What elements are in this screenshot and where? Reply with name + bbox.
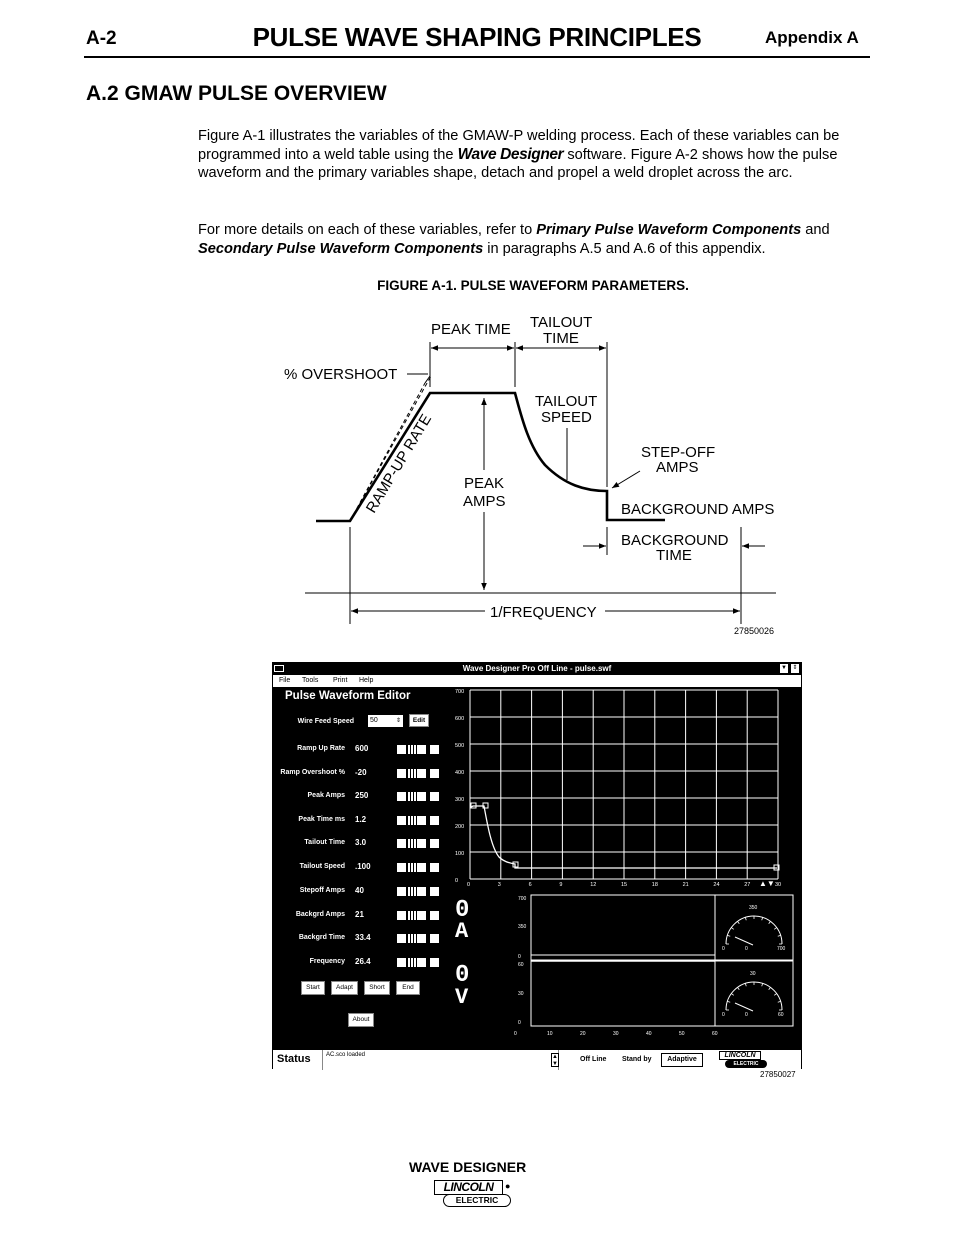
param-value: 40: [355, 886, 364, 895]
param-label: Tailout Speed: [299, 863, 345, 870]
amps-trace-tick: 700: [518, 896, 527, 902]
page-number: A-2: [86, 28, 117, 49]
decrement-icon[interactable]: [397, 863, 406, 872]
param-value: 1.2: [355, 815, 367, 824]
label-background-time-1: BACKGROUND: [621, 532, 729, 549]
label-tailout-speed-1: TAILOUT: [535, 393, 598, 410]
waveform-grid: [470, 690, 778, 879]
label-background-amps: BACKGROUND AMPS: [621, 501, 775, 518]
x-tick-label: 21: [682, 882, 689, 888]
wire-feed-input[interactable]: 50: [368, 715, 394, 727]
volts-trace-tick: 0: [518, 1020, 521, 1026]
short-button[interactable]: Short: [364, 981, 390, 995]
y-tick-label: 100: [455, 851, 465, 857]
param-value: .100: [355, 862, 371, 871]
volts-trace-tick: 30: [518, 991, 524, 997]
param-checkbox[interactable]: [430, 769, 439, 778]
label-overshoot: % OVERSHOOT: [284, 366, 398, 383]
param-slider-control[interactable]: [397, 887, 439, 896]
x-tick-label: 0: [467, 882, 471, 888]
decrement-icon[interactable]: [397, 792, 406, 801]
edit-button[interactable]: Edit: [409, 714, 429, 727]
param-slider-control[interactable]: [397, 911, 439, 920]
end-button[interactable]: End: [396, 981, 420, 995]
electric-logo: ELECTRIC: [443, 1194, 511, 1207]
editor-panel: [273, 687, 451, 1049]
increment-icon[interactable]: [417, 792, 426, 801]
slider-track[interactable]: [408, 816, 417, 825]
decrement-icon[interactable]: [397, 958, 406, 967]
y-tick-label: 600: [455, 716, 465, 722]
amps-readout-unit: A: [455, 919, 469, 944]
x-tick-label: 24: [713, 882, 720, 888]
menu-print[interactable]: Print: [333, 677, 348, 684]
figure-1-caption: FIGURE A-1. PULSE WAVEFORM PARAMETERS.: [377, 278, 689, 293]
offline-indicator: Off Line: [580, 1056, 607, 1063]
increment-icon[interactable]: [417, 911, 426, 920]
increment-icon[interactable]: [417, 745, 426, 754]
slider-track[interactable]: [408, 887, 417, 896]
param-checkbox[interactable]: [430, 911, 439, 920]
label-step-off-2: AMPS: [656, 459, 699, 476]
param-value: 600: [355, 744, 369, 753]
param-value: 3.0: [355, 838, 367, 847]
minimize-icon[interactable]: ▼: [781, 665, 787, 671]
param-checkbox[interactable]: [430, 816, 439, 825]
amps-readout-value: 0: [455, 897, 470, 924]
details-text-1: For more details on each of these variables, refer to: [198, 222, 537, 238]
param-label: Ramp Up Rate: [297, 745, 345, 752]
volts-gauge-right: 60: [778, 1012, 784, 1018]
slider-track[interactable]: [408, 769, 417, 778]
y-tick-label: 500: [455, 743, 465, 749]
slider-track[interactable]: [408, 839, 417, 848]
about-button[interactable]: About: [348, 1013, 374, 1027]
menu-bar: [273, 675, 801, 687]
scroll-arrows-icon[interactable]: ▲▼: [759, 879, 775, 888]
volts-gauge-top: 30: [750, 971, 756, 977]
trace-x-tick: 40: [646, 1031, 652, 1037]
footer-product: WAVE DESIGNER: [409, 1159, 527, 1175]
amps-gauge-right: 700: [777, 946, 786, 952]
volts-readout-unit: V: [455, 985, 469, 1010]
volts-gauge-left: 0: [722, 1012, 725, 1018]
label-tailout-time-2: TIME: [543, 330, 579, 347]
graph-panel: [451, 687, 801, 1049]
param-value: 26.4: [355, 957, 371, 966]
param-slider-control[interactable]: [397, 863, 439, 872]
slider-track[interactable]: [408, 958, 417, 967]
trace-x-tick: 60: [712, 1031, 718, 1037]
param-value: 250: [355, 791, 369, 800]
volts-gauge-mid: 0: [745, 1012, 748, 1018]
trace-x-tick: 10: [547, 1031, 553, 1037]
param-slider-control[interactable]: [397, 792, 439, 801]
intro-text-1: Figure A-1 illustrates the variables of the GMAW-P welding process. Each of these variables can be programmed into a weld table using the: [198, 128, 840, 163]
product-name: Wave Designer: [457, 145, 564, 163]
trace-x-tick: 30: [613, 1031, 619, 1037]
secondary-ref: Secondary Pulse Waveform Components: [198, 240, 484, 257]
x-tick-label: 9: [559, 882, 563, 888]
wave-designer-window: [272, 662, 802, 1069]
graph-area: [451, 687, 801, 1049]
details-text-2: and: [801, 222, 830, 238]
section-title: A.2 GMAW PULSE OVERVIEW: [86, 82, 387, 105]
param-slider-control[interactable]: [397, 816, 439, 825]
amps-trace-tick: 0: [518, 954, 521, 960]
slider-track[interactable]: [408, 934, 417, 943]
page-title: PULSE WAVE SHAPING PRINCIPLES: [252, 22, 702, 52]
decrement-icon[interactable]: [397, 839, 406, 848]
primary-ref: Primary Pulse Waveform Components: [536, 222, 802, 238]
param-checkbox[interactable]: [430, 745, 439, 754]
trace-x-tick: 50: [679, 1031, 685, 1037]
increment-icon[interactable]: [417, 816, 426, 825]
window-title: Wave Designer Pro Off Line - pulse.swf: [462, 664, 612, 673]
label-tailout-speed-2: SPEED: [541, 409, 592, 426]
slider-track[interactable]: [408, 745, 417, 754]
label-peak-amps-1: PEAK: [464, 475, 505, 492]
decrement-icon[interactable]: [397, 769, 406, 778]
increment-icon[interactable]: [417, 887, 426, 896]
volts-trace-tick: 60: [518, 962, 524, 968]
adapt-button[interactable]: Adapt: [331, 981, 358, 995]
decrement-icon[interactable]: [397, 887, 406, 896]
y-tick-label: 0: [455, 878, 459, 884]
param-label: Peak Amps: [307, 792, 345, 799]
status-message-box: [322, 1050, 559, 1070]
adaptive-button[interactable]: Adaptive: [661, 1053, 703, 1067]
title-bar: [273, 663, 801, 675]
lincoln-logo-small: LINCOLN: [719, 1051, 761, 1060]
amps-trace-tick: 350: [518, 924, 527, 930]
status-label: Status: [277, 1053, 311, 1065]
x-tick-label: 27: [744, 882, 751, 888]
status-message: AC.sco loaded: [326, 1052, 366, 1058]
maximize-icon[interactable]: ⇕: [792, 665, 798, 671]
param-label: Stepoff Amps: [299, 887, 345, 894]
y-tick-label: 400: [455, 770, 465, 776]
menu-tools[interactable]: Tools: [302, 677, 319, 684]
decrement-icon[interactable]: [397, 934, 406, 943]
x-tick-label: 12: [590, 882, 597, 888]
param-value: 33.4: [355, 933, 371, 942]
decrement-icon[interactable]: [397, 911, 406, 920]
decrement-icon[interactable]: [397, 816, 406, 825]
lincoln-logo: LINCOLN: [434, 1180, 503, 1195]
intro-text-2: software. Figure A-2 shows how the pulse waveform and the primary variables shape, detach and propel a weld droplet across the arc.: [198, 146, 838, 181]
amps-gauge-mid: 0: [745, 946, 748, 952]
standby-indicator: Stand by: [622, 1056, 652, 1063]
details-text-3: in paragraphs A.5 and A.6 of this appendix.: [483, 240, 766, 257]
decrement-icon[interactable]: [397, 745, 406, 754]
param-checkbox[interactable]: [430, 887, 439, 896]
param-checkbox[interactable]: [430, 934, 439, 943]
wire-feed-label: Wire Feed Speed: [297, 718, 354, 725]
drawing-number-2: 27850027: [760, 1070, 796, 1079]
label-step-off-1: STEP-OFF: [641, 444, 716, 461]
trace-x-tick: 0: [514, 1031, 517, 1037]
y-tick-label: 200: [455, 824, 465, 830]
y-tick-label: 700: [455, 689, 465, 695]
param-label: Tailout Time: [304, 839, 345, 846]
x-tick-label: 15: [621, 882, 628, 888]
label-tailout-time-1: TAILOUT: [530, 314, 593, 331]
label-frequency: 1/FREQUENCY: [490, 604, 597, 621]
registered-dot-icon: ●: [505, 1181, 511, 1191]
menu-help[interactable]: Help: [359, 677, 374, 684]
slider-track[interactable]: [408, 863, 417, 872]
label-peak-time: PEAK TIME: [431, 321, 511, 338]
label-ramp-up-rate: RAMP-UP RATE: [362, 411, 436, 517]
x-tick-label: 30: [775, 882, 782, 888]
param-label: Ramp Overshoot %: [280, 769, 345, 776]
status-bar: [273, 1049, 801, 1069]
param-value: -20: [355, 768, 367, 777]
param-label: Peak Time ms: [298, 816, 345, 823]
amps-gauge-top: 350: [749, 905, 758, 911]
wire-feed-spinner[interactable]: ⇕: [394, 715, 403, 727]
x-tick-label: 18: [651, 882, 658, 888]
increment-icon[interactable]: [417, 958, 426, 967]
param-label: Backgrd Amps: [295, 911, 345, 918]
param-checkbox[interactable]: [430, 792, 439, 801]
start-button[interactable]: Start: [301, 981, 325, 995]
volts-readout-value: 0: [455, 962, 470, 989]
x-tick-label: 6: [528, 882, 532, 888]
param-checkbox[interactable]: [430, 958, 439, 967]
status-scroll-icon[interactable]: ▲ ▼: [552, 1054, 558, 1067]
param-slider-control[interactable]: [397, 769, 439, 778]
param-value: 21: [355, 910, 364, 919]
param-slider-control[interactable]: [397, 958, 439, 967]
slider-track[interactable]: [408, 911, 417, 920]
editor-title: Pulse Waveform Editor: [285, 690, 411, 702]
increment-icon[interactable]: [417, 769, 426, 778]
electric-logo-small: ELECTRIC: [725, 1060, 767, 1068]
label-peak-amps-2: AMPS: [463, 493, 506, 510]
drawing-number-1: 27850026: [734, 626, 775, 636]
param-slider-control[interactable]: [397, 934, 439, 943]
x-tick-label: 3: [497, 882, 501, 888]
param-slider-control[interactable]: [397, 745, 439, 754]
param-label: Frequency: [309, 958, 345, 965]
increment-icon[interactable]: [417, 934, 426, 943]
appendix-label: Appendix A: [765, 28, 859, 47]
increment-icon[interactable]: [417, 839, 426, 848]
y-tick-label: 300: [455, 797, 465, 803]
menu-file[interactable]: File: [279, 677, 291, 684]
label-background-time-2: TIME: [656, 547, 692, 564]
trace-x-tick: 20: [580, 1031, 586, 1037]
slider-track[interactable]: [408, 792, 417, 801]
param-slider-control[interactable]: [397, 839, 439, 848]
param-checkbox[interactable]: [430, 839, 439, 848]
param-checkbox[interactable]: [430, 863, 439, 872]
amps-gauge-left: 0: [722, 946, 725, 952]
param-label: Backgrd Time: [298, 934, 345, 941]
increment-icon[interactable]: [417, 863, 426, 872]
